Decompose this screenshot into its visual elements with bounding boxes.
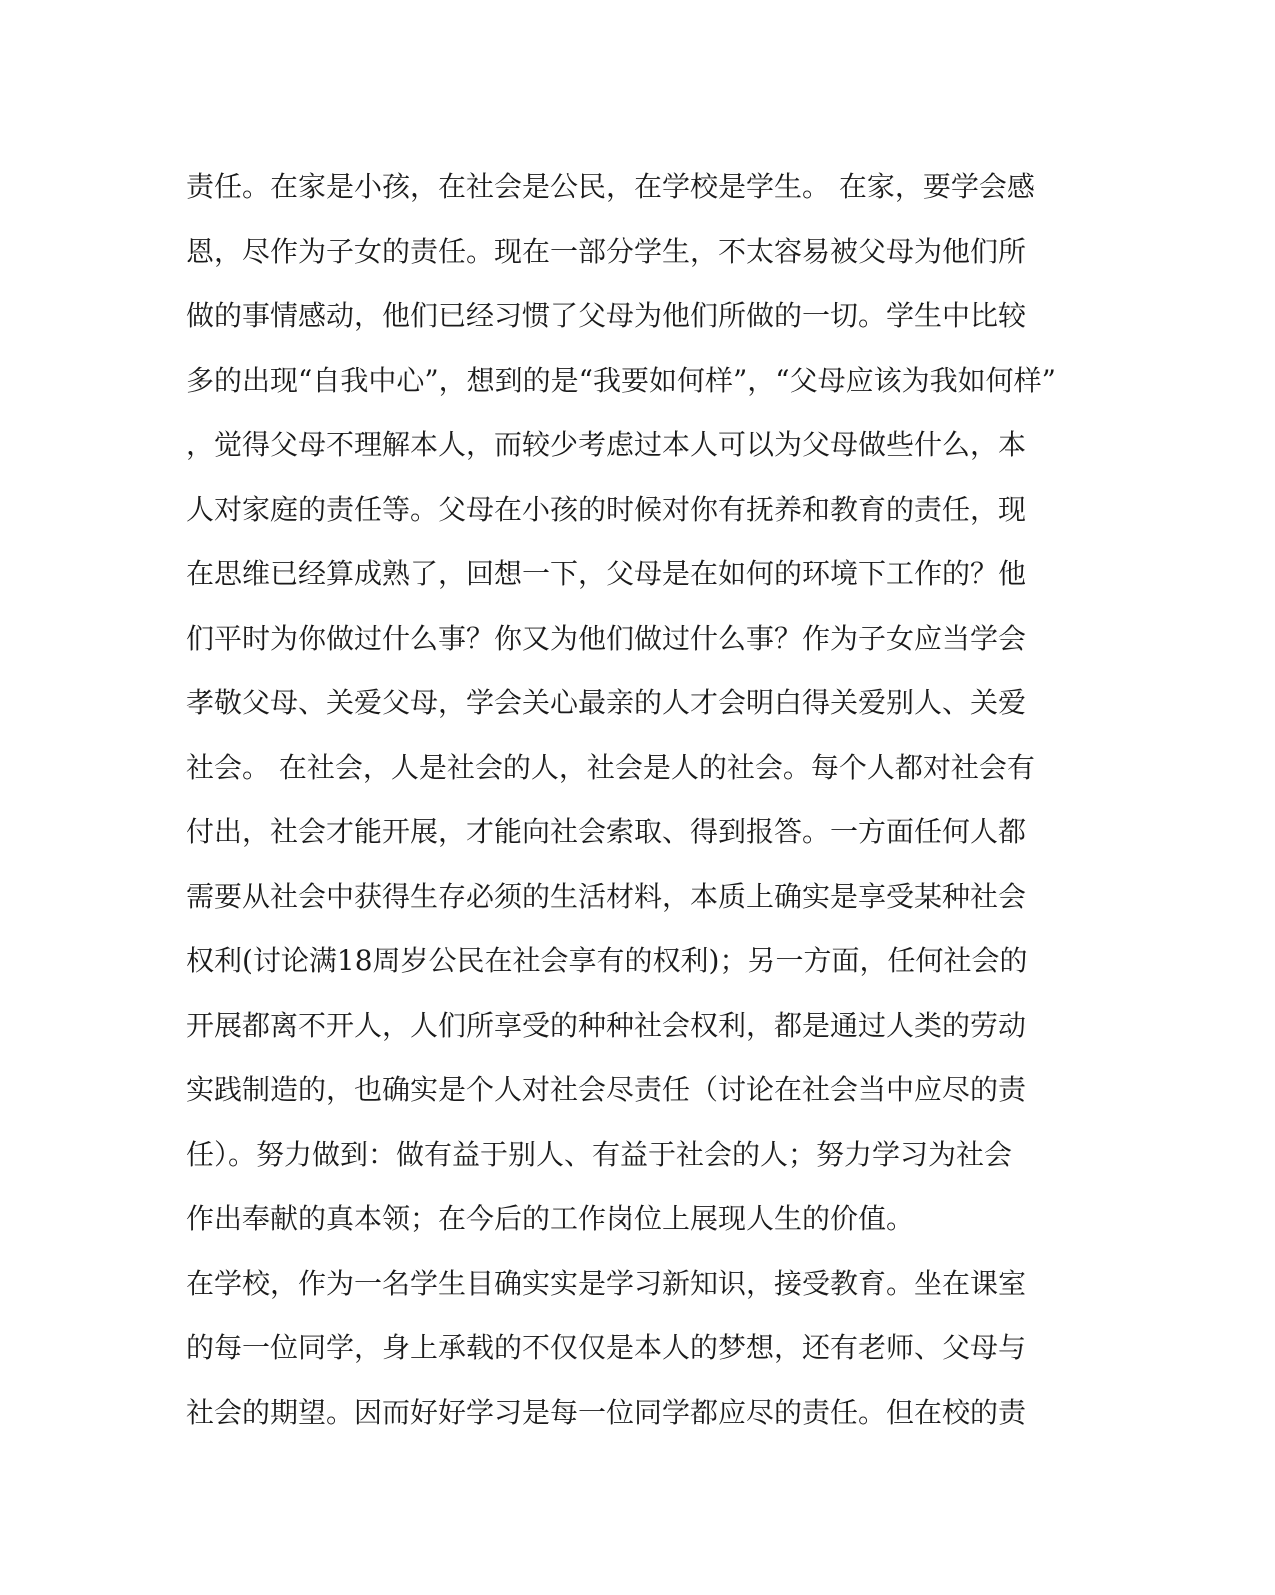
text-line: 做的事情感动，他们已经习惯了父母为他们所做的一切。学生中比较 xyxy=(186,299,1027,332)
text-line: 多的出现“自我中心”，想到的是“我要如何样”，“父母应该为我如何样” xyxy=(186,363,1056,397)
text-line: 社会。 在社会，人是社会的人，社会是人的社会。每个人都对社会有 xyxy=(186,750,1035,784)
text-line: 人对家庭的责任等。父母在小孩的时候对你有抚养和教育的责任，现 xyxy=(186,492,1027,526)
text-line: 恩，尽作为子女的责任。现在一部分学生，不太容易被父母为他们所 xyxy=(186,234,1027,268)
text-line: 们平时为你做过什么事？你又为他们做过什么事？作为子女应当学会 xyxy=(186,621,1027,655)
text-line: 开展都离不开人，人们所享受的种种社会权利，都是通过人类的劳动 xyxy=(186,1008,1027,1042)
body-text xyxy=(186,155,1086,1445)
text-line: 孝敬父母、关爱父母，学会关心最亲的人才会明白得关爱别人、关爱 xyxy=(186,686,1027,719)
text-line: 付出，社会才能开展，才能向社会索取、得到报答。一方面任何人都 xyxy=(186,815,1027,848)
text-line: 任）。努力做到：做有益于别人、有益于社会的人；努力学习为社会 xyxy=(186,1137,1013,1171)
text-line: 在学校，作为一名学生目确实实是学习新知识，接受教育。坐在课室 xyxy=(186,1266,1027,1300)
text-line: 的每一位同学，身上承载的不仅仅是本人的梦想，还有老师、父母与 xyxy=(186,1331,1027,1364)
text-line: 需要从社会中获得生存必须的生活材料，本质上确实是享受某种社会 xyxy=(186,879,1027,913)
text-line: 权利(讨论满18周岁公民在社会享有的权利)；另一方面，任何社会的 xyxy=(186,944,1028,977)
text-line: 责任。在家是小孩，在社会是公民，在学校是学生。 在家，要学会感 xyxy=(186,170,1035,203)
text-line: 社会的期望。因而好好学习是每一位同学都应尽的责任。但在校的责 xyxy=(186,1395,1027,1429)
text-line: 作出奉献的真本领；在今后的工作岗位上展现人生的价值。 xyxy=(186,1202,915,1235)
text-line: 实践制造的，也确实是个人对社会尽责任（讨论在社会当中应尽的责 xyxy=(186,1073,1027,1106)
text-line: 在思维已经算成熟了，回想一下，父母是在如何的环境下工作的？他 xyxy=(186,557,1027,590)
text-line: ，觉得父母不理解本人，而较少考虑过本人可以为父母做些什么，本 xyxy=(186,428,1027,461)
